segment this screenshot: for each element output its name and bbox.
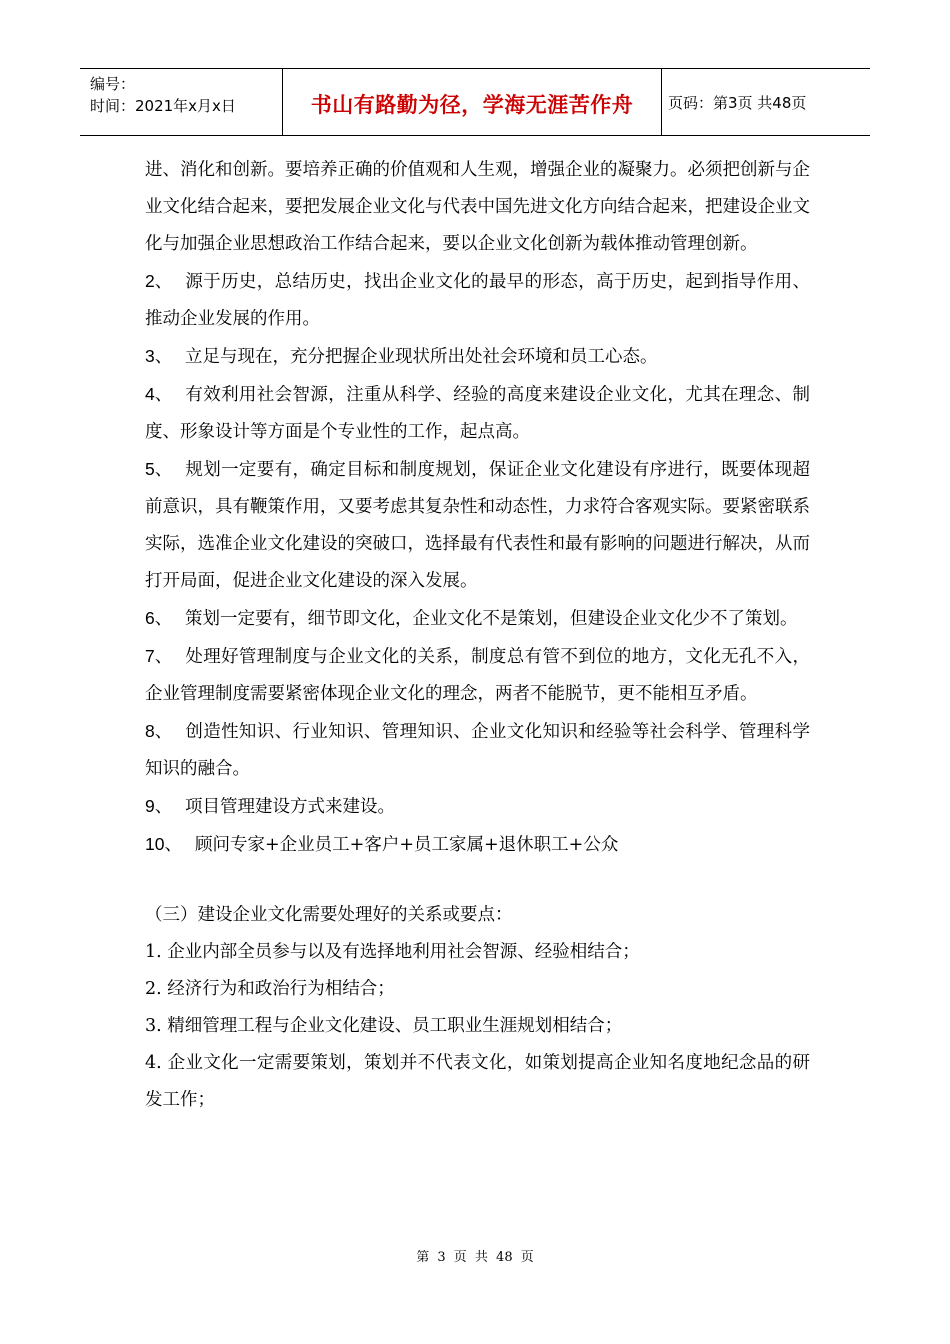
- section-title: （三）建设企业文化需要处理好的关系或要点：: [145, 905, 513, 925]
- point-number: 2.: [145, 979, 162, 999]
- list-item-text: 项目管理建设方式来建设。: [185, 797, 395, 817]
- list-item-text: 创造性知识、行业知识、管理知识、企业文化知识和经验等社会科学、管理科学知识的融合。: [145, 722, 810, 779]
- point-text: 精细管理工程与企业文化建设、员工职业生涯规划相结合；: [167, 1016, 623, 1036]
- list-item-number: 7、: [145, 646, 173, 666]
- header-page-info: 页码：第3页 共48页: [668, 93, 807, 112]
- point-text: 企业内部全员参与以及有选择地利用社会智源、经验相结合；: [167, 942, 640, 962]
- list-item-text: 规划一定要有，确定目标和制度规划，保证企业文化建设有序进行，既要体现超前意识，具有鞭策作用，又要考虑其复杂性和动态性，力求符合客观实际。要紧密联系实际，选准企业文化建设的突破口，选择最有代表性和最有影响的问题进行解决，从而打开局面，促进企业文化建设的深入发展。: [145, 460, 810, 591]
- list-item: [145, 713, 810, 788]
- list-item-number: 9、: [145, 796, 173, 816]
- point-item: [145, 971, 810, 1008]
- point-item: [145, 1008, 810, 1045]
- header-motto: 书山有路勤为径，学海无涯苦作舟: [310, 93, 634, 117]
- list-item: [145, 451, 810, 600]
- point-item: [145, 1045, 810, 1119]
- list-item-number: 2、: [145, 271, 173, 291]
- list-item-number: 3、: [145, 346, 173, 366]
- point-text: 经济行为和政治行为相结合；: [167, 979, 395, 999]
- point-item: [145, 934, 810, 971]
- point-number: 1.: [145, 942, 162, 962]
- page-header: [80, 68, 870, 136]
- code-label: 编号：: [90, 75, 136, 93]
- document-body: [145, 152, 810, 1119]
- paragraph-spacer: [145, 864, 810, 897]
- list-item-text: 处理好管理制度与企业文化的关系，制度总有管不到位的地方，文化无孔不入，企业管理制度需要紧密体现企业文化的理念，两者不能脱节，更不能相互矛盾。: [145, 647, 810, 704]
- list-item-text: 策划一定要有，细节即文化，企业文化不是策划，但建设企业文化少不了策划。: [185, 609, 798, 629]
- page-footer: 第 3 页 共 48 页: [416, 1250, 534, 1265]
- point-text: 企业文化一定需要策划，策划并不代表文化，如策划提高企业知名度地纪念品的研发工作；: [145, 1053, 810, 1110]
- list-item: [145, 826, 810, 864]
- header-motto-cell: [282, 69, 662, 135]
- list-item: [145, 600, 810, 638]
- list-item: [145, 788, 810, 826]
- point-number: 3.: [145, 1016, 162, 1036]
- point-number: 4.: [145, 1053, 162, 1073]
- list-item: [145, 263, 810, 338]
- list-item-number: 8、: [145, 721, 173, 741]
- intro-paragraph: 进、消化和创新。要培养正确的价值观和人生观，增强企业的凝聚力。必须把创新与企业文化结合起来，要把发展企业文化与代表中国先进文化方向结合起来，把建设企业文化与加强企业思想政治工作结合起来，要以企业文化创新为载体推动管理创新。: [145, 160, 810, 254]
- list-item-text: 立足与现在，充分把握企业现状所出处社会环境和员工心态。: [185, 347, 658, 367]
- list-item-text: 顾问专家+企业员工+客户+员工家属+退休职工+公众: [195, 835, 619, 855]
- list-item: [145, 338, 810, 376]
- list-item-text: 有效利用社会智源，注重从科学、经验的高度来建设企业文化，尤其在理念、制度、形象设计等方面是个专业性的工作，起点高。: [145, 385, 810, 442]
- list-item: [145, 638, 810, 713]
- list-item: [145, 376, 810, 451]
- time-label: 时间：2021年x月x日: [90, 97, 236, 115]
- header-meta: [80, 69, 282, 135]
- header-page-info-cell: [662, 69, 870, 135]
- list-item-number: 5、: [145, 459, 173, 479]
- list-item-number: 6、: [145, 608, 173, 628]
- list-item-number: 10、: [145, 834, 182, 854]
- list-item-text: 源于历史，总结历史，找出企业文化的最早的形态，高于历史，起到指导作用、推动企业发展的作用。: [145, 272, 810, 329]
- list-item-number: 4、: [145, 384, 173, 404]
